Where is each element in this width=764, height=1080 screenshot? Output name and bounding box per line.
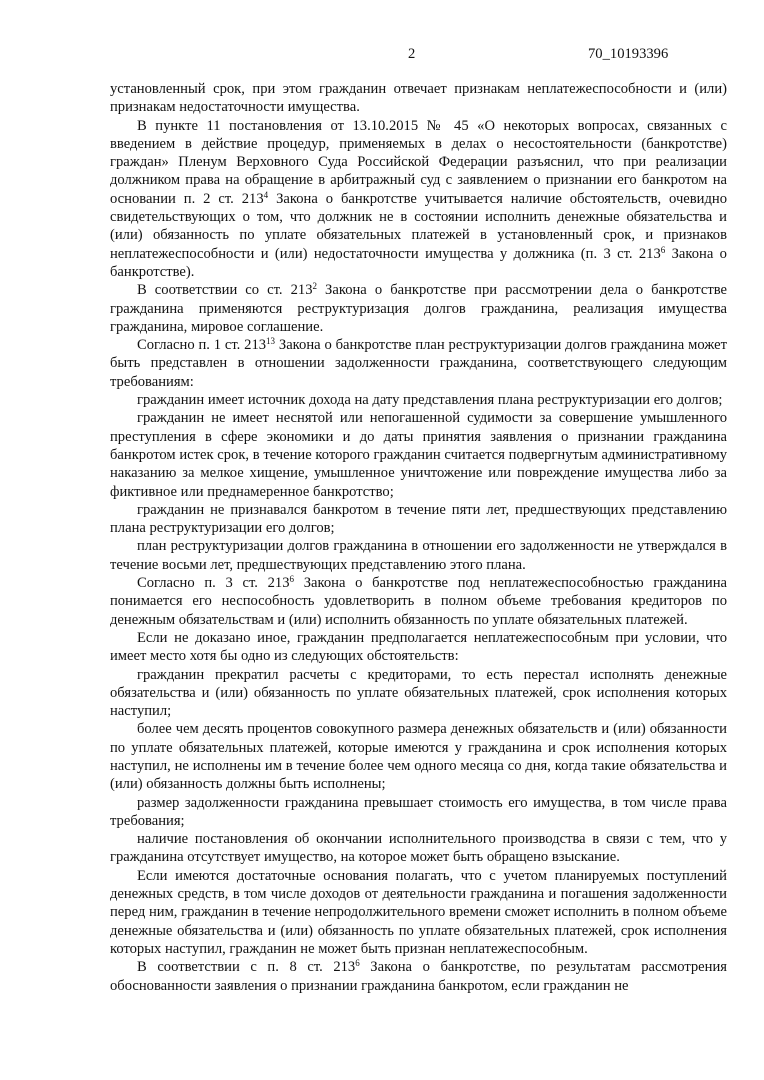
paragraph [110, 794, 727, 831]
paragraph [110, 830, 727, 867]
paragraph [110, 958, 727, 995]
footnote-superscript: 2 [312, 281, 317, 292]
paragraph [110, 629, 727, 666]
text-segment: размер задолженности гражданина превышает стоимость его имущества, в том числе права требования; [110, 794, 727, 829]
text-segment: установленный срок, при этом гражданин отвечает признакам неплатежеспособности и (или) признакам недостаточности имущества. [110, 81, 727, 116]
paragraph [110, 867, 727, 958]
footnote-superscript: 6 [660, 244, 666, 255]
body-text [110, 80, 727, 995]
footnote-superscript: 4 [263, 189, 269, 200]
text-segment: Закона о банкротстве под неплатежеспособностью гражданина понимается его неспособность удовлетворить в полном объеме требования кредиторов по денежным обязательствам и (или) исполнить обязанность по уплате обязательных платежей. [110, 575, 728, 628]
text-segment: В соответствии с п. 8 ст. 213 [137, 959, 356, 976]
text-segment: Закона о банкротстве). [110, 245, 727, 280]
text-segment: В соответствии со ст. 213 [137, 282, 313, 299]
text-segment: Закона о банкротстве план реструктуризации долгов гражданина может быть представлен в отношении задолженности гражданина, соответствующего следующим требованиям: [110, 337, 728, 390]
text-segment: Если не доказано иное, гражданин предполагается неплатежеспособным при условии, что имеет место хотя бы одно из следующих обстоятельств: [110, 629, 727, 665]
paragraph [110, 537, 727, 574]
text-segment: Закона о банкротстве, по результатам рассмотрения обоснованности заявления о признании гражданина банкротом, если гражданин не [110, 959, 727, 994]
document-id: 70_10193396 [588, 46, 669, 62]
text-segment: Закона о банкротстве учитывается наличие обстоятельств, очевидно свидетельствующих о том, что должник не в состоянии исполнить денежные обязательства и (или) обязанность по уплате обязательных платежей в установленный срок, и признаков неплатежеспособности и (или) недостаточности имущества у должника (п. 3 ст. 213 [110, 190, 728, 262]
paragraph [110, 666, 727, 721]
text-segment: наличие постановления об окончании исполнительного производства в связи с тем, что у гражданина отсутствует имущество, на которое может быть обращено взыскание. [110, 831, 727, 866]
text-segment: гражданин имеет источник дохода на дату представления плана реструктуризации его долгов; [137, 392, 723, 409]
page-number: 2 [408, 46, 416, 62]
paragraph [110, 117, 727, 282]
text-segment: гражданин прекратил расчеты с кредиторами, то есть перестал исполнять денежные обязательства и (или) обязанность по уплате обязательных платежей, срок исполнения которых наступил; [110, 666, 727, 720]
paragraph [110, 501, 727, 538]
text-segment: гражданин не имеет неснятой или непогашенной судимости за совершение умышленного преступления в сфере экономики и до даты принятия заявления о признании гражданина банкротом истек срок, в течение которого гражданин считается подвергнутым административному наказанию за мелкое хищение, умышленное уничтожение или повреждение имущества либо за фиктивное или преднамеренное банкротство; [110, 410, 727, 500]
paragraph [110, 281, 727, 336]
text-segment: более чем десять процентов совокупного размера денежных обязательств и (или) обязанности по уплате обязательных платежей, которые имеются у гражданина и срок исполнения которых наступил, не исполнены им в течение более чем одного месяца со дня, когда такие обязательства и (или) обязанность должны быть исполнены; [110, 721, 727, 793]
paragraph [110, 409, 727, 500]
text-segment: Согласно п. 1 ст. 213 [137, 337, 267, 354]
paragraph [110, 80, 727, 117]
text-segment: В пункте 11 постановления от 13.10.2015 № 45 «О некоторых вопросах, связанных с введением в действие процедур, применяемых в делах о несостоятельности (банкротстве) граждан» Пленум Верховного Суда Российской Федерации разъяснил, что при реализации должником права на обращение в арбитражный суд с заявлением о признании его банкротом на основании п. 2 ст. 213 [110, 117, 727, 207]
paragraph [110, 574, 727, 629]
text-segment: план реструктуризации долгов гражданина в отношении его задолженности не утверждался в течение восьми лет, предшествующих представлению этого плана. [110, 538, 727, 573]
paragraph [110, 336, 727, 391]
footnote-superscript: 6 [289, 574, 294, 585]
text-segment: гражданин не признавался банкротом в течение пяти лет, предшествующих представлению плана реструктуризации его долгов; [110, 501, 727, 537]
text-segment: Закона о банкротстве при рассмотрении дела о банкротстве гражданина применяются реструктуризация долгов гражданина, реализация имущества гражданина, мировое соглашение. [110, 282, 727, 335]
footnote-superscript: 13 [266, 336, 276, 347]
text-segment: Если имеются достаточные основания полагать, что с учетом планируемых поступлений денежных средств, в том числе доходов от деятельности гражданина и погашения задолженности перед ним, гражданин в течение непродолжительного времени сможет исполнить в полном объеме денежные обязательства и (или) обязанность по уплате обязательных платежей, срок исполнения которых наступил, гражданин не может быть признан неплатежеспособным. [110, 867, 727, 957]
footnote-superscript: 6 [355, 958, 360, 969]
text-segment: Согласно п. 3 ст. 213 [137, 575, 290, 592]
paragraph [110, 720, 727, 793]
paragraph [110, 391, 727, 409]
